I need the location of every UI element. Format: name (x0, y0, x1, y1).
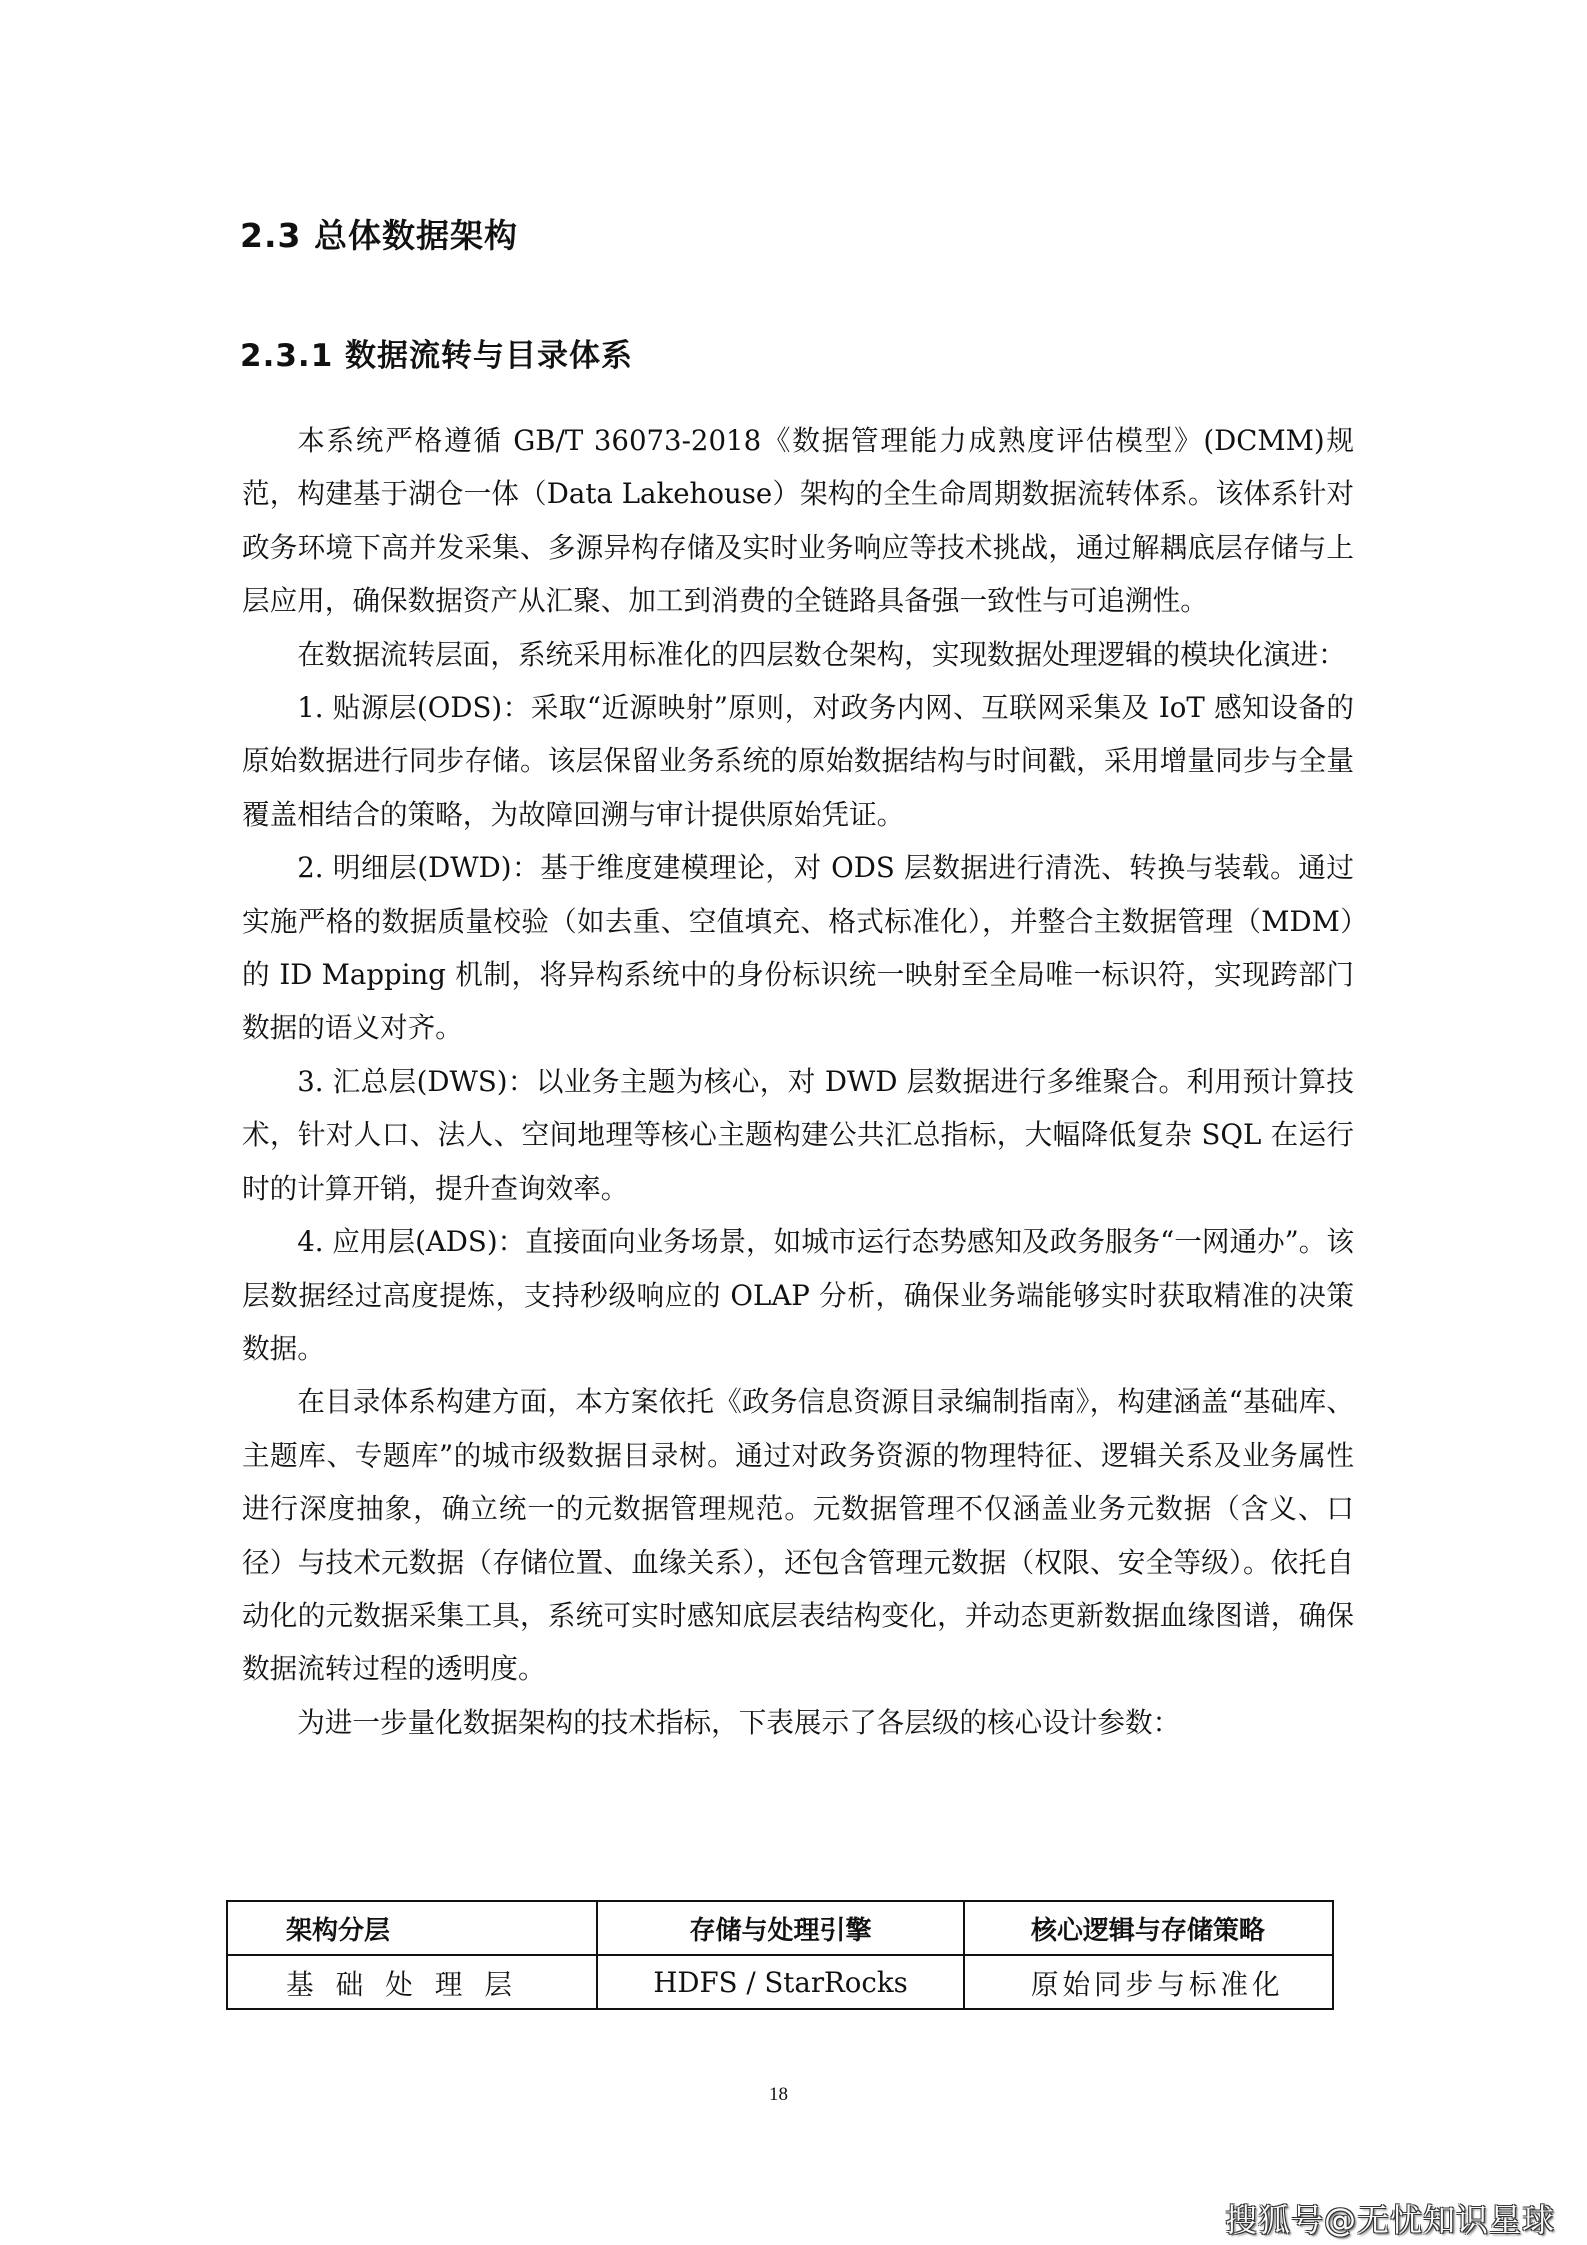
page-number: 18 (769, 2084, 788, 2105)
table-cell-layer: 基础处理层 (227, 1955, 597, 2009)
section-heading: 2.3 总体数据架构 (240, 216, 518, 255)
body-text (242, 414, 1354, 1749)
table-header-row (227, 1901, 1333, 1955)
paragraph-layers-intro: 在数据流转层面，系统采用标准化的四层数仓架构，实现数据处理逻辑的模块化演进： (297, 637, 1346, 671)
watermark: 搜狐号@无忧知识星球 (1224, 2201, 1555, 2239)
paragraph-table-intro: 为进一步量化数据架构的技术指标，下表展示了各层级的核心设计参数： (297, 1705, 1181, 1739)
table-header-strategy: 核心逻辑与存储策略 (964, 1901, 1333, 1955)
paragraph-ads-layer: 4. 应用层(ADS)：直接面向业务场景，如城市运行态势感知及政务服务“一网通办”。该层数据经过高度提炼，支持秒级响应的 OLAP 分析，确保业务端能够实时获取精准的决策数据。 (242, 1225, 1354, 1365)
table-row (227, 1955, 1333, 2009)
table-cell-strategy: 原始同步与标准化 (964, 1955, 1333, 2009)
table-header-engine: 存储与处理引擎 (597, 1901, 964, 1955)
architecture-params-table (226, 1900, 1334, 2010)
paragraph-dws-layer: 3. 汇总层(DWS)：以业务主题为核心，对 DWD 层数据进行多维聚合。利用预计算技术，针对人口、法人、空间地理等核心主题构建公共汇总指标，大幅降低复杂 SQL 在运行时的计算开销，提升查询效率。 (242, 1064, 1354, 1205)
paragraph-catalog-system: 在目录体系构建方面，本方案依托《政务信息资源目录编制指南》，构建涵盖“基础库、主题库、专题库”的城市级数据目录树。通过对政务资源的物理特征、逻辑关系及业务属性进行深度抽象，确立统一的元数据管理规范。元数据管理不仅涵盖业务元数据（含义、口径）与技术元数据（存储位置、血缘关系），还包含管理元数据（权限、安全等级）。依托自动化的元数据采集工具，系统可实时感知底层表结构变化，并动态更新数据血缘图谱，确保数据流转过程的透明度。 (242, 1385, 1354, 1686)
table-header-layer: 架构分层 (227, 1901, 597, 1955)
paragraph-ods-layer: 1. 贴源层(ODS)：采取“近源映射”原则，对政务内网、互联网采集及 IoT 感知设备的原始数据进行同步存储。该层保留业务系统的原始数据结构与时间戳，采用增量同步与全量覆盖相结合的策略，为故障回溯与审计提供原始凭证。 (242, 691, 1354, 831)
paragraph-intro: 本系统严格遵循 GB/T 36073-2018《数据管理能力成熟度评估模型》(DCMM)规范，构建基于湖仓一体（Data Lakehouse）架构的全生命周期数据流转体系。该体系针对政务环境下高并发采集、多源异构存储及实时业务响应等技术挑战，通过解耦底层存储与上层应用，确保数据资产从汇聚、加工到消费的全链路具备强一致性与可追溯性。 (242, 424, 1354, 618)
table-cell-engine: HDFS / StarRocks (597, 1955, 964, 2009)
paragraph-dwd-layer: 2. 明细层(DWD)：基于维度建模理论，对 ODS 层数据进行清洗、转换与装载。通过实施严格的数据质量校验（如去重、空值填充、格式标准化），并整合主数据管理（MDM）的 ID Mapping 机制，将异构系统中的身份标识统一映射至全局唯一标识符，实现跨部门数据的语义对齐。 (242, 851, 1354, 1045)
subsection-heading: 2.3.1 数据流转与目录体系 (240, 338, 634, 374)
